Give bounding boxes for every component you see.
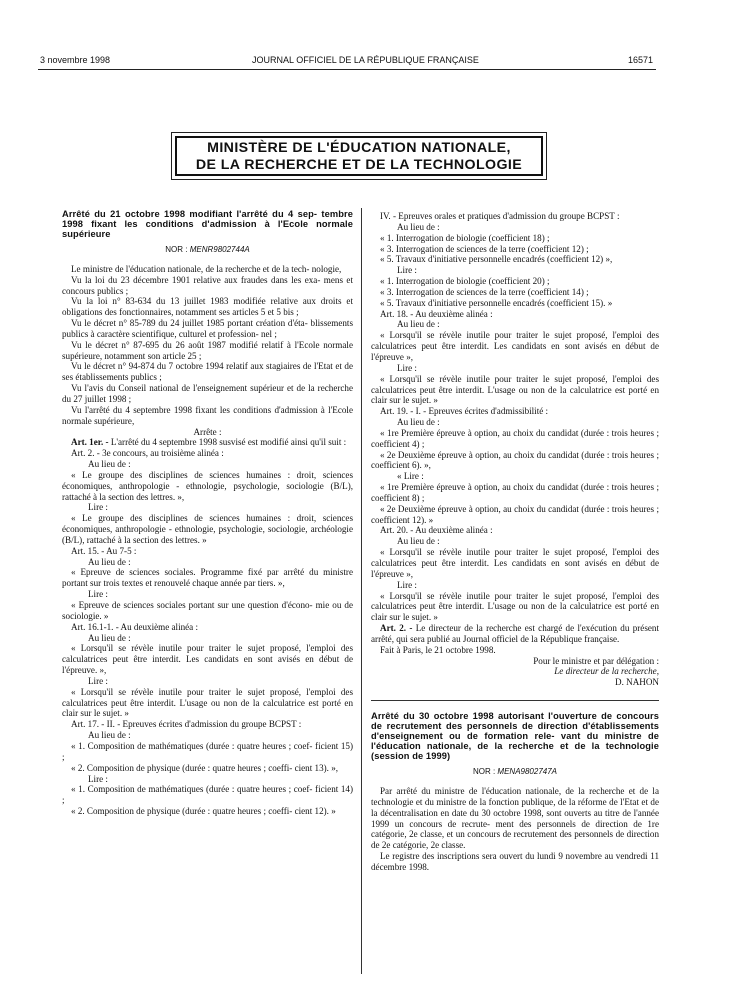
ministry-title: [175, 136, 543, 176]
right-column: [371, 211, 659, 873]
sub-heading: Lire :: [88, 502, 108, 513]
sub-heading: Lire :: [88, 675, 108, 686]
ministry-title-line2: DE LA RECHERCHE ET DE LA TECHNOLOGIE: [195, 157, 523, 173]
paragraph: « Lorsqu'il se révèle inutile pour traiter le sujet proposé, l'emploi des calculatrices peut être interdit. Les candidats en sont avisés en début de l'épreuve »,: [371, 330, 659, 362]
sub-heading: Au lieu de :: [88, 632, 131, 643]
nor-reference: [62, 245, 353, 256]
paragraph: Vu l'avis du Conseil national de l'enseignement supérieur et de la recherche du 27 juillet 1998 ;: [62, 383, 353, 404]
paragraph: Vu le décret n° 85-789 du 24 juillet 1985 portant création d'éta- blissements publics à caractère scientifique, culturel et profession- nel ;: [62, 318, 353, 339]
paragraph: « 1. Composition de mathématiques (durée : quatre heures ; coef- ficient 14) ;: [62, 784, 353, 806]
sub-heading: Au lieu de :: [397, 417, 440, 428]
paragraph: Fait à Paris, le 21 octobre 1998.: [380, 644, 496, 655]
paragraph: Vu la loi du 23 décembre 1901 relative aux fraudes dans les exa- mens et concours publics ;: [62, 274, 353, 296]
sub-heading: Lire :: [88, 773, 108, 784]
sub-heading: Lire :: [88, 589, 108, 600]
left-column: [62, 209, 353, 817]
paragraph: « Lorsqu'il se révèle inutile pour traiter le sujet proposé, l'emploi des calculatrices peut être interdit. Les candidats en sont avisés en début de l'épreuve »,: [371, 547, 659, 579]
paragraph: « Lorsqu'il se révèle inutile pour traiter le sujet proposé, l'emploi des calculatrices peut être interdit. L'usage ou non de la calculatrice est porté en clair sur le sujet. »: [371, 590, 659, 623]
paragraph: « 1. Interrogation de biologie (coefficient 20) ;: [380, 276, 550, 287]
header-date: 3 novembre 1998: [40, 55, 111, 65]
sub-heading: Au lieu de :: [88, 459, 131, 470]
paragraph: « Epreuve de sciences sociales portant sur une question d'écono- mie ou de sociologie. »: [62, 600, 353, 621]
paragraph: « Le groupe des disciplines de sciences humaines : droit, sciences économiques, anthropologie - ethnologie, psychologie, sociologie, archéologie (B/L), rattaché à la section des lettres. »: [62, 513, 353, 545]
article-label: Art. 1er. -: [71, 437, 109, 448]
paragraph: Le registre des inscriptions sera ouvert du lundi 9 novembre au vendredi 11 décembre 1998.: [371, 851, 659, 872]
paragraph: Vu le décret n° 87-695 du 26 août 1987 modifié relatif à l'Ecole normale supérieure, notamment son article 25 ;: [62, 339, 353, 361]
paragraph: Par arrêté du ministre de l'éducation nationale, de la recherche et de la technologie et du ministre de la fonction publique, de la réforme de l'Etat et de la décentralisation en date du 30 octobre 1998, sont ouverts au titre de l'année 1999 un concours de recrute- ment des personnels de direction de 1re catégorie, 2e classe, et un concours de recrutement des personnels de direction de 2e catégorie, 2e classe.: [371, 785, 659, 851]
column-divider: [361, 208, 362, 974]
paragraph: IV. - Epreuves orales et pratiques d'admission du groupe BCPST :: [380, 211, 620, 221]
signature-line: D. NAHON: [615, 677, 659, 688]
paragraph: « 5. Travaux d'initiative personnelle encadrés (coefficient 12) »,: [380, 254, 613, 265]
arrete-heading: Arrête :: [193, 426, 222, 437]
signature-line: Pour le ministre et par délégation :: [533, 655, 659, 666]
ministry-box: [171, 132, 547, 180]
article-paragraph: [62, 437, 353, 448]
header-rule: [38, 69, 656, 70]
paragraph: « 5. Travaux d'initiative personnelle encadrés (coefficient 15). »: [380, 297, 613, 308]
sub-heading: Lire :: [397, 579, 417, 590]
sub-heading: Au lieu de :: [397, 319, 440, 330]
article-paragraph: [371, 623, 659, 645]
sub-heading: Lire :: [397, 362, 417, 373]
paragraph: « 3. Interrogation de sciences de la terre (coefficient 14) ;: [380, 286, 589, 297]
paragraph: « 2. Composition de physique (durée : quatre heures ; coeffi- cient 12). »: [71, 806, 336, 817]
header-journal-title: JOURNAL OFFICIEL DE LA RÉPUBLIQUE FRANÇAISE: [252, 55, 479, 65]
sub-heading: « Lire :: [397, 471, 424, 482]
paragraph: Vu l'arrêté du 4 septembre 1998 fixant les conditions d'admission à l'Ecole normale supérieure,: [62, 404, 353, 426]
paragraph: « 1re Première épreuve à option, au choix du candidat (durée : trois heures ; coefficient 4) ;: [371, 427, 659, 449]
nor-code: MENR9802744A: [189, 245, 250, 254]
paragraph: Art. 19. - I. - Epreuves écrites d'admissibilité :: [380, 406, 549, 417]
paragraph: « 2. Composition de physique (durée : quatre heures ; coeffi- cient 13). »,: [71, 762, 339, 773]
sub-heading: Au lieu de :: [397, 536, 440, 547]
nor-label: NOR :: [472, 767, 498, 777]
paragraph: Art. 16.1-1. - Au deuxième alinéa :: [71, 621, 199, 632]
ministry-title-line1: MINISTÈRE DE L'ÉDUCATION NATIONALE,: [207, 140, 511, 156]
nor-label: NOR :: [165, 245, 190, 254]
paragraph: « Lorsqu'il se révèle inutile pour traiter le sujet proposé, l'emploi des calculatrices peut être interdit. L'usage ou non de la calculatrice est porté en clair sur le sujet. »: [371, 373, 659, 406]
paragraph: Art. 2. - 3e concours, au troisième alinéa :: [71, 448, 224, 459]
article-text: Le directeur de la recherche est chargé de l'exécution du présent arrêté, qui sera publié au Journal officiel de la République française.: [371, 623, 659, 644]
paragraph: « 3. Interrogation de sciences de la terre (coefficient 12) ;: [380, 243, 589, 254]
paragraph: « Le groupe des disciplines de sciences humaines : droit, sciences économiques, anthropologie - ethnologie, psychologie, sociologie (B/L), rattaché à la section des lettres. »,: [62, 469, 353, 502]
paragraph: « Epreuve de sciences sociales. Programme fixé par arrêté du ministre portant sur trois textes et renouvelé chaque année par tiers. »,: [62, 567, 353, 589]
nor-reference: [371, 767, 659, 778]
paragraph: Art. 15. - Au 7-5 :: [71, 545, 137, 556]
paragraph: « 1. Interrogation de biologie (coefficient 18) ;: [380, 232, 550, 243]
paragraph: « Lorsqu'il se révèle inutile pour traiter le sujet proposé, l'emploi des calculatrices peut être interdit. L'usage ou non de la calculatrice est porté en clair sur le sujet. »: [62, 686, 353, 719]
paragraph: « 1re Première épreuve à option, au choix du candidat (durée : trois heures ; coefficient 8) ;: [371, 482, 659, 503]
paragraph: « 1. Composition de mathématiques (durée : quatre heures ; coef- ficient 15) ;: [62, 740, 353, 762]
paragraph: « 2e Deuxième épreuve à option, au choix du candidat (durée : trois heures ; coefficient 6). »,: [371, 449, 659, 471]
sub-heading: Lire :: [397, 265, 417, 276]
paragraph: Art. 20. - Au deuxième alinéa :: [380, 525, 493, 536]
paragraph: Vu la loi n° 83-634 du 13 juillet 1983 modifiée relative aux droits et obligations des fonctionnaires, notamment ses articles 5 et 5 bis ;: [62, 296, 353, 318]
header-page-number: 16571: [627, 55, 653, 65]
signature-line: Le directeur de la recherche,: [554, 666, 659, 677]
article-text: L'arrêté du 4 septembre 1998 susvisé est modifié ainsi qu'il suit :: [108, 437, 347, 448]
sub-heading: Au lieu de :: [397, 221, 440, 232]
decree-title: Arrêté du 21 octobre 1998 modifiant l'arrêté du 4 sep- tembre 1998 fixant les conditions d'admission à l'Ecole normale supérieure: [62, 209, 353, 239]
paragraph: « 2e Deuxième épreuve à option, au choix du candidat (durée : trois heures ; coefficient 12). »: [371, 503, 659, 525]
paragraph: Le ministre de l'éducation nationale, de la recherche et de la tech- nologie,: [71, 263, 342, 274]
sub-heading: Au lieu de :: [88, 730, 131, 741]
article-label: Art. 2. -: [380, 623, 413, 634]
sub-heading: Au lieu de :: [88, 556, 131, 567]
paragraph: « Lorsqu'il se révèle inutile pour traiter le sujet proposé, l'emploi des calculatrices peut être interdit. Les candidats en sont avisés en début de l'épreuve. »,: [62, 643, 353, 676]
decree-title: Arrêté du 30 octobre 1998 autorisant l'ouverture de concours de recrutement des personnels de direction d'établissements d'enseignement ou de formation rele- vant du ministre de l'éducation nationale, de la recherche et de la technologie (session de 1999): [371, 711, 659, 762]
nor-code: MENA9802747A: [497, 767, 558, 777]
paragraph: Art. 17. - II. - Epreuves écrites d'admission du groupe BCPST :: [71, 719, 302, 730]
section-separator: [371, 700, 659, 701]
paragraph: Vu le décret n° 94-874 du 7 octobre 1994 relatif aux stagiaires de l'Etat et de ses établissements publics ;: [62, 361, 353, 383]
paragraph: Art. 18. - Au deuxième alinéa :: [380, 308, 493, 319]
